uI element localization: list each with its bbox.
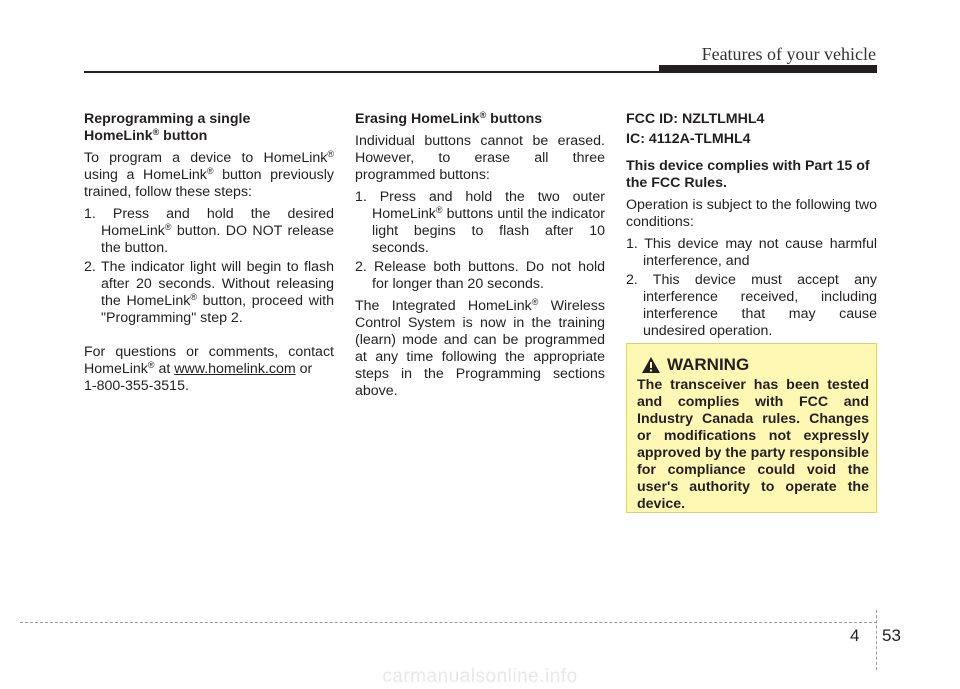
erasing-intro: Individual buttons cannot be erased. However, to erase all three programmed buttons:	[355, 133, 605, 183]
list-item: 2. Release both buttons. Do not hold for longer than 20 seconds.	[355, 259, 605, 292]
reprogramming-heading: Reprogramming a single HomeLink® button	[84, 111, 251, 144]
list-item: 2. This device must accept any interference received, including interference that may cause undesired operation.	[626, 272, 877, 339]
list-item: 1. Press and hold the two outer HomeLink® buttons until the indicator light begins to flash after 10 seconds.	[355, 189, 605, 256]
fcc-conditions	[626, 236, 877, 340]
list-item: 1. This device may not cause harmful interference, and	[626, 236, 877, 269]
list-item: 1. Press and hold the desired HomeLink® button. DO NOT release the button.	[84, 206, 334, 256]
erasing-closing: The Integrated HomeLink® Wireless Control System is now in the training (learn) mode and can be programmed at any time following the appropriate steps in the Programming sections above.	[355, 297, 605, 399]
footer-rule	[20, 622, 877, 623]
reprogramming-steps	[84, 206, 334, 327]
footer-divider	[876, 610, 877, 670]
column-erasing	[355, 111, 605, 405]
fcc-id: FCC ID: NZLTLMHL4	[626, 111, 765, 127]
section-title: Features of your vehicle	[701, 44, 876, 64]
reprogramming-intro: To program a device to HomeLink® using a HomeLink® button previously trained, follow these steps:	[84, 149, 334, 200]
list-item: 2. The indicator light will begin to flash after 20 seconds. Without releasing the HomeLink® button, proceed with "Programming" step 2.	[84, 259, 334, 326]
column-reprogramming	[84, 111, 334, 400]
contact-paragraph: For questions or comments, contact HomeLink® at www.homelink.com or 1-800-355-3515.	[84, 344, 334, 394]
homelink-link[interactable]: www.homelink.com	[174, 361, 296, 377]
ic-number: IC: 4112A-TLMHL4	[626, 131, 751, 147]
column-fcc	[626, 111, 877, 345]
warning-body: The transceiver has been tested and complies with FCC and Industry Canada rules. Changes or modifications not expressly approved by the party responsible for compliance could void the user's authority to operate the device.	[637, 377, 869, 512]
chapter-number: 4	[850, 626, 860, 645]
fcc-operation: Operation is subject to the following two conditions:	[626, 197, 877, 230]
header-tab	[659, 65, 877, 73]
erasing-heading: Erasing HomeLink® buttons	[355, 110, 543, 127]
fcc-compliance: This device complies with Part 15 of the FCC Rules.	[626, 158, 870, 191]
watermark: carmanualsonline.info	[382, 666, 578, 687]
warning-title: WARNING	[667, 355, 750, 374]
page-number: 53	[882, 626, 901, 645]
warning-triangle-icon	[641, 356, 661, 374]
erasing-steps	[355, 189, 605, 293]
phone-number: 1-800-355-3515.	[84, 378, 189, 394]
warning-box	[626, 343, 877, 513]
warning-header	[641, 354, 749, 376]
